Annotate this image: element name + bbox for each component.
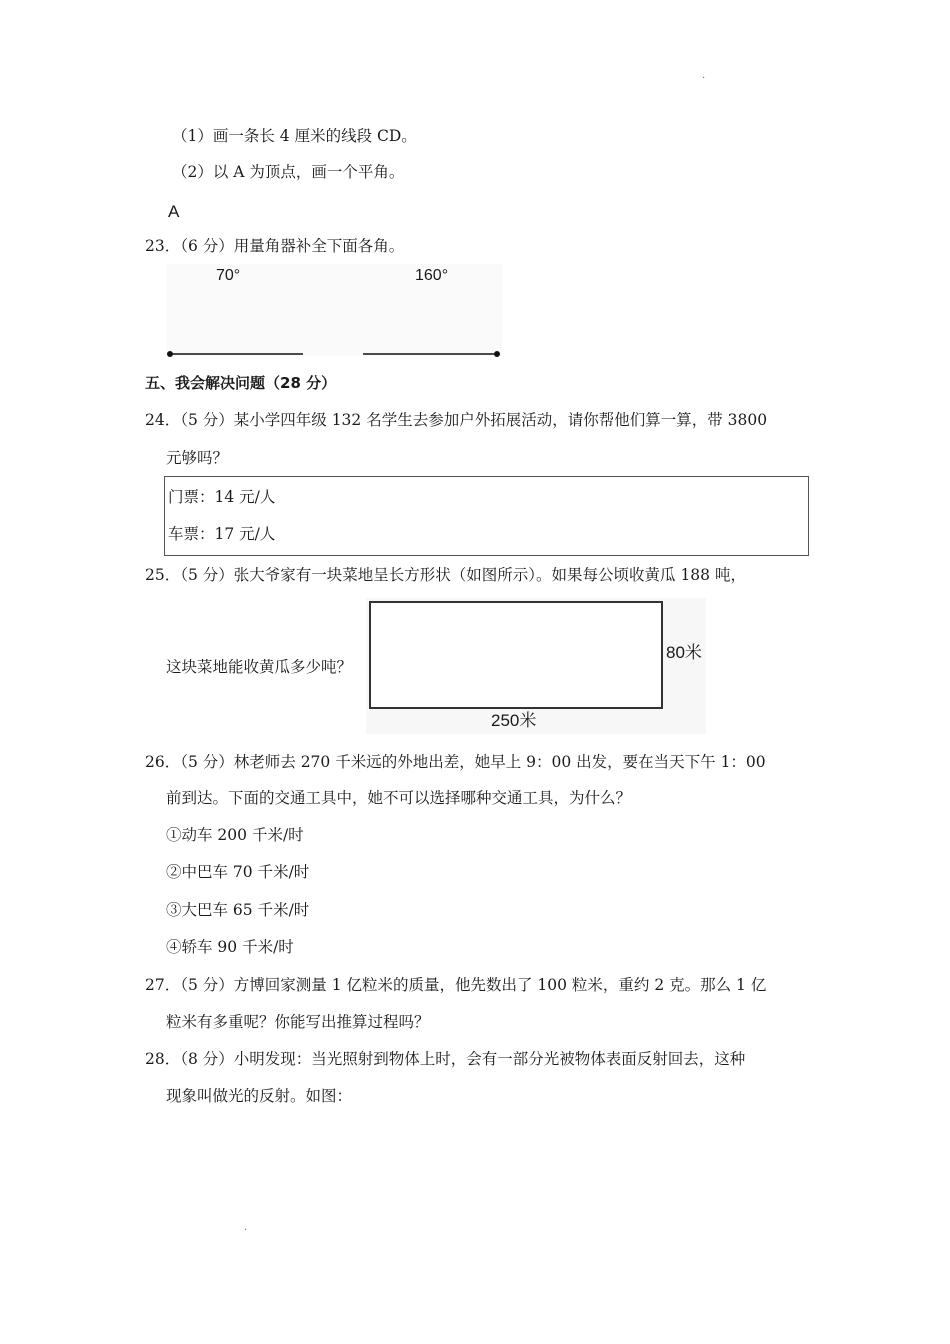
q22-item-1: （1）画一条长 4 厘米的线段 CD。 [172,127,417,145]
q27-line-1: 27．（5 分）方博回家测量 1 亿粒米的质量，他先数出了 100 粒米，重约 2 克。那么 1 亿 [145,976,767,994]
field-rectangle [369,601,663,709]
header-dot: . [702,70,706,81]
section-title: 五、我会解决问题（28 分） [145,374,337,392]
q28-line-2: 现象叫做光的反射。如图： [166,1087,353,1105]
option-4: ④轿车 90 千米/时 [166,938,294,956]
ticket-price: 门票：14 元/人 [168,488,276,506]
angle-160-label: 160° [415,267,449,284]
q26-line-1: 26．（5 分）林老师去 270 千米远的外地出差，她早上 9：00 出发，要在当天下午 1：00 [145,753,766,771]
q26-line-2: 前到达。下面的交通工具中，她不可以选择哪种交通工具，为什么？ [166,789,632,807]
q24-line-2: 元够吗？ [166,449,229,467]
width-label: 80米 [666,643,702,662]
option-2: ②中巴车 70 千米/时 [166,863,310,881]
q22-item-2: （2）以 A 为顶点，画一个平角。 [172,163,405,181]
q25-line-2: 这块菜地能收黄瓜多少吨？ [166,658,353,676]
q28-line-1: 28．（8 分）小明发现：当光照射到物体上时，会有一部分光被物体表面反射回去，这种 [145,1050,746,1068]
q24-line-1: 24．（5 分）某小学四年级 132 名学生去参加户外拓展活动，请你帮他们算一算，带 3800 [145,411,768,429]
q25-line-1: 25．（5 分）张大爷家有一块菜地呈长方形状（如图所示）。如果每公顷收黄瓜 188 吨， [145,566,746,584]
option-1: ①动车 200 千米/时 [166,826,304,844]
bus-price: 车票：17 元/人 [168,525,276,543]
point-a-label: A [168,202,180,221]
q27-line-2: 粒米有多重呢？你能写出推算过程吗？ [166,1013,430,1031]
option-3: ③大巴车 65 千米/时 [166,901,310,919]
footer-dot: . [244,1222,248,1233]
vertex-160 [494,351,500,357]
q23-question: 23．（6 分）用量角器补全下面各角。 [145,237,405,255]
length-label: 250米 [491,711,537,730]
vertex-70 [167,351,173,357]
angle-70-label: 70° [216,267,241,284]
